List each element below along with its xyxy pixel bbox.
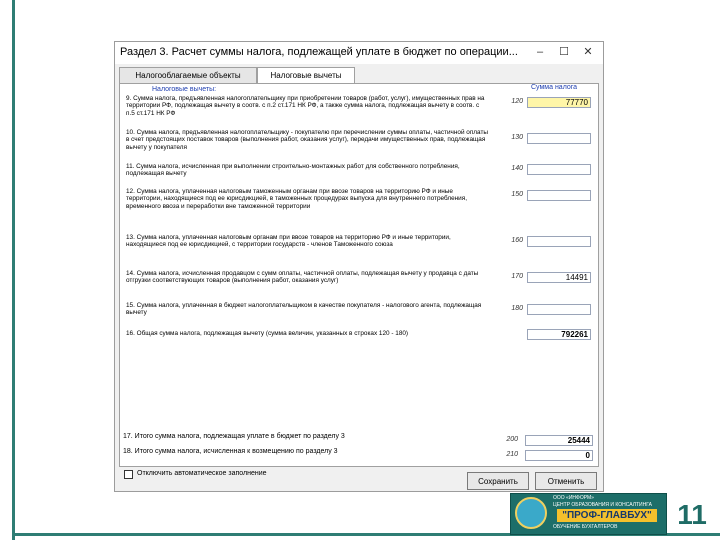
row-15-text: 15. Сумма налога, уплаченная в бюджет налогоплательщиком в качестве покупателя - налогового агента, подлежащая вычету: [126, 302, 482, 317]
row-13-amount-input[interactable]: [527, 236, 591, 247]
row-15-amount-input[interactable]: [527, 304, 591, 315]
row-12-code: 150: [511, 191, 523, 198]
maximize-button[interactable]: ☐: [559, 46, 569, 58]
logo-line-2: ЦЕНТР ОБРАЗОВАНИЯ И КОНСАЛТИНГА: [553, 502, 652, 508]
row-10-code: 130: [511, 134, 523, 141]
tab-tax-deductions[interactable]: Налоговые вычеты: [257, 67, 355, 84]
row-10-text: 10. Сумма налога, предъявленная налогоплательщику - покупателю при перечислении суммы оплаты, частичной оплаты в счет предстоящих поставок товаров (выполнения работ, оказания услуг), передачи имущественных прав, подлежащая вычету у покупателя: [126, 129, 488, 151]
row-14-text: 14. Сумма налога, исчисленная продавцом с сумм оплаты, частичной оплаты, подлежащая вычету у продавца с даты отгрузки соответствующих товаров (выполнения работ, оказания услуг): [126, 270, 479, 285]
row-15-code: 180: [511, 305, 523, 312]
row-13-text: 13. Сумма налога, уплаченная налоговым органам при ввозе товаров на территорию РФ и иные территории, находящиеся под ее юрисдикцией, с территории государств - членов Таможенного союза: [126, 234, 451, 249]
logo-line-1: ООО «ИНФОРМ»: [553, 495, 594, 501]
minimize-button[interactable]: –: [536, 46, 544, 58]
row-11-text: 11. Сумма налога, исчисленная при выполнении строительно-монтажных работ для собственного потребления, подлежащая вычету: [126, 163, 460, 178]
row-9-text: 9. Сумма налога, предъявленная налогоплательщику при приобретении товаров (работ, услуг), имущественных прав на территории РФ, подлежащая вычету в соотв. с п.2 ст.171 НК РФ, а также сумма налога, подлежащая вычету в соотв. с п.5 ст.171 НК РФ: [126, 95, 485, 117]
row-17-text: 17. Итого сумма налога, подлежащая уплате в бюджет по разделу 3: [123, 433, 345, 440]
row-16-text: 16. Общая сумма налога, подлежащая вычету (сумма величин, указанных в строках 120 - 180): [126, 330, 409, 337]
slide-left-border: [12, 0, 15, 540]
row-18-text: 18. Итого сумма налога, исчисленная к возмещению по разделу 3: [123, 448, 338, 455]
row-11-amount-input[interactable]: [527, 164, 591, 175]
row-14-code: 170: [511, 273, 523, 280]
row-18-code: 210: [506, 451, 518, 458]
logo-brand: "ПРОФ-ГЛАВБУХ": [557, 509, 657, 522]
slide-number: 11: [677, 499, 707, 530]
tab-taxable-objects[interactable]: Налогооблагаемые объекты: [119, 67, 257, 83]
row-9-code: 120: [511, 98, 523, 105]
row-18-amount-field: 0: [525, 450, 593, 461]
save-button[interactable]: Сохранить: [467, 472, 529, 490]
auto-fill-checkbox[interactable]: [124, 470, 133, 479]
row-17-code: 200: [506, 436, 518, 443]
row-17-amount-field: 25444: [525, 435, 593, 446]
row-12-amount-input[interactable]: [527, 190, 591, 201]
seal-icon: [515, 497, 547, 529]
row-14-amount-input[interactable]: 14491: [527, 272, 591, 283]
deductions-panel: [119, 83, 599, 467]
title-bar: [115, 42, 603, 64]
cancel-button[interactable]: Отменить: [535, 472, 597, 490]
dialog-window: [114, 41, 604, 492]
row-13-code: 160: [511, 237, 523, 244]
company-logo: [510, 493, 667, 535]
row-12-text: 12. Сумма налога, уплаченная налоговым таможенным органам при ввозе товаров на территорию РФ и иные территории, находящиеся под ее юрисдикцией, в таможенных процедурах выпуска для внутреннего потребления, временного ввоза и переработки вне таможенной территории: [126, 188, 467, 210]
row-11-code: 140: [511, 165, 523, 172]
logo-line-3: ОБУЧЕНИЕ БУХГАЛТЕРОВ: [553, 524, 618, 530]
row-9-amount-input[interactable]: 77770: [527, 97, 591, 108]
amount-column-header: Сумма налога: [531, 84, 578, 91]
row-16-total-field: 792261: [527, 329, 591, 340]
close-button[interactable]: ✕: [583, 46, 593, 58]
window-title: Раздел 3. Расчет суммы налога, подлежащей уплате в бюджет по операции...: [120, 46, 518, 58]
section-header: Налоговые вычеты:: [152, 86, 217, 93]
auto-fill-checkbox-label[interactable]: Отключить автоматическое заполнение: [137, 470, 267, 477]
row-10-amount-input[interactable]: [527, 133, 591, 144]
